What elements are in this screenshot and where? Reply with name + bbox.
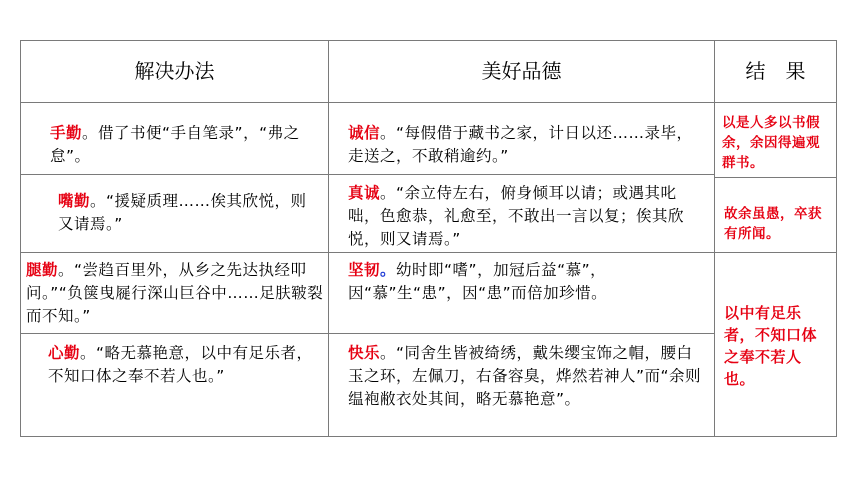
header-result: 结 果 xyxy=(745,59,806,83)
row1-method-cell xyxy=(50,122,318,168)
row2-method-text: 。“援疑质理……俟其欣悦，则又请焉。” xyxy=(58,192,307,233)
row2-result: 故余虽愚，卒获有所闻。 xyxy=(724,206,822,242)
row1-virtue-cell xyxy=(348,122,700,168)
row1-method-key: 手勤 xyxy=(50,124,83,142)
row4-virtue-key: 快乐 xyxy=(348,344,381,362)
row2-method-key: 嘴勤 xyxy=(58,192,91,210)
row4-method-text: 。“略无慕艳意，以中有足乐者，不知口体之奉不若人也。” xyxy=(48,344,313,385)
row3-method-key: 腿勤 xyxy=(26,261,59,279)
row4-method-key: 心勤 xyxy=(48,344,81,362)
row3-method-text: 。“尝趋百里外，从乡之先达执经叩问。”“负箧曳屣行深山巨谷中……足肤皲裂而不知。” xyxy=(26,261,324,325)
row3-virtue-cell xyxy=(348,259,700,305)
header-method: 解决办法 xyxy=(134,59,215,83)
row3-method-cell xyxy=(26,259,324,328)
row2-virtue-text: 。“余立侍左右，俯身倾耳以请；或遇其叱咄，色愈恭，礼愈至，不敢出一言以复；俟其欣悦，则又请焉。” xyxy=(348,184,685,248)
row1-result: 以是人多以书假余，余因得遍观群书。 xyxy=(722,115,820,171)
row2-virtue-key: 真诚 xyxy=(348,184,381,202)
row2-method-cell xyxy=(58,190,320,236)
row4-method-cell xyxy=(48,342,318,388)
row3-result: 以中有足乐者，不知口体之奉不若人也。 xyxy=(724,304,818,388)
row3-virtue-mark: 。 xyxy=(380,261,397,279)
row4-virtue-cell xyxy=(348,342,706,411)
row3-virtue-key: 坚韧 xyxy=(348,261,381,279)
row3-virtue-text: 幼时即“嗜”，加冠后益“慕”，因“慕”生“患”，因“患”而倍加珍惜。 xyxy=(348,261,608,302)
row1-method-text: 。借了书便“手自笔录”，“弗之怠”。 xyxy=(50,124,300,165)
row2-virtue-cell xyxy=(348,182,704,251)
header-virtue: 美好品德 xyxy=(481,59,562,83)
row4-virtue-text: 。“同舍生皆被绮绣，戴朱缨宝饰之帽，腰白玉之环，左佩刀，右备容臭，烨然若神人”而“余则缊袍敝衣处其间，略无慕艳意”。 xyxy=(348,344,702,408)
row1-virtue-key: 诚信 xyxy=(348,124,381,142)
row1-virtue-text: 。“每假借于藏书之家，计日以还……录毕，走送之，不敢稍逾约。” xyxy=(348,124,693,165)
